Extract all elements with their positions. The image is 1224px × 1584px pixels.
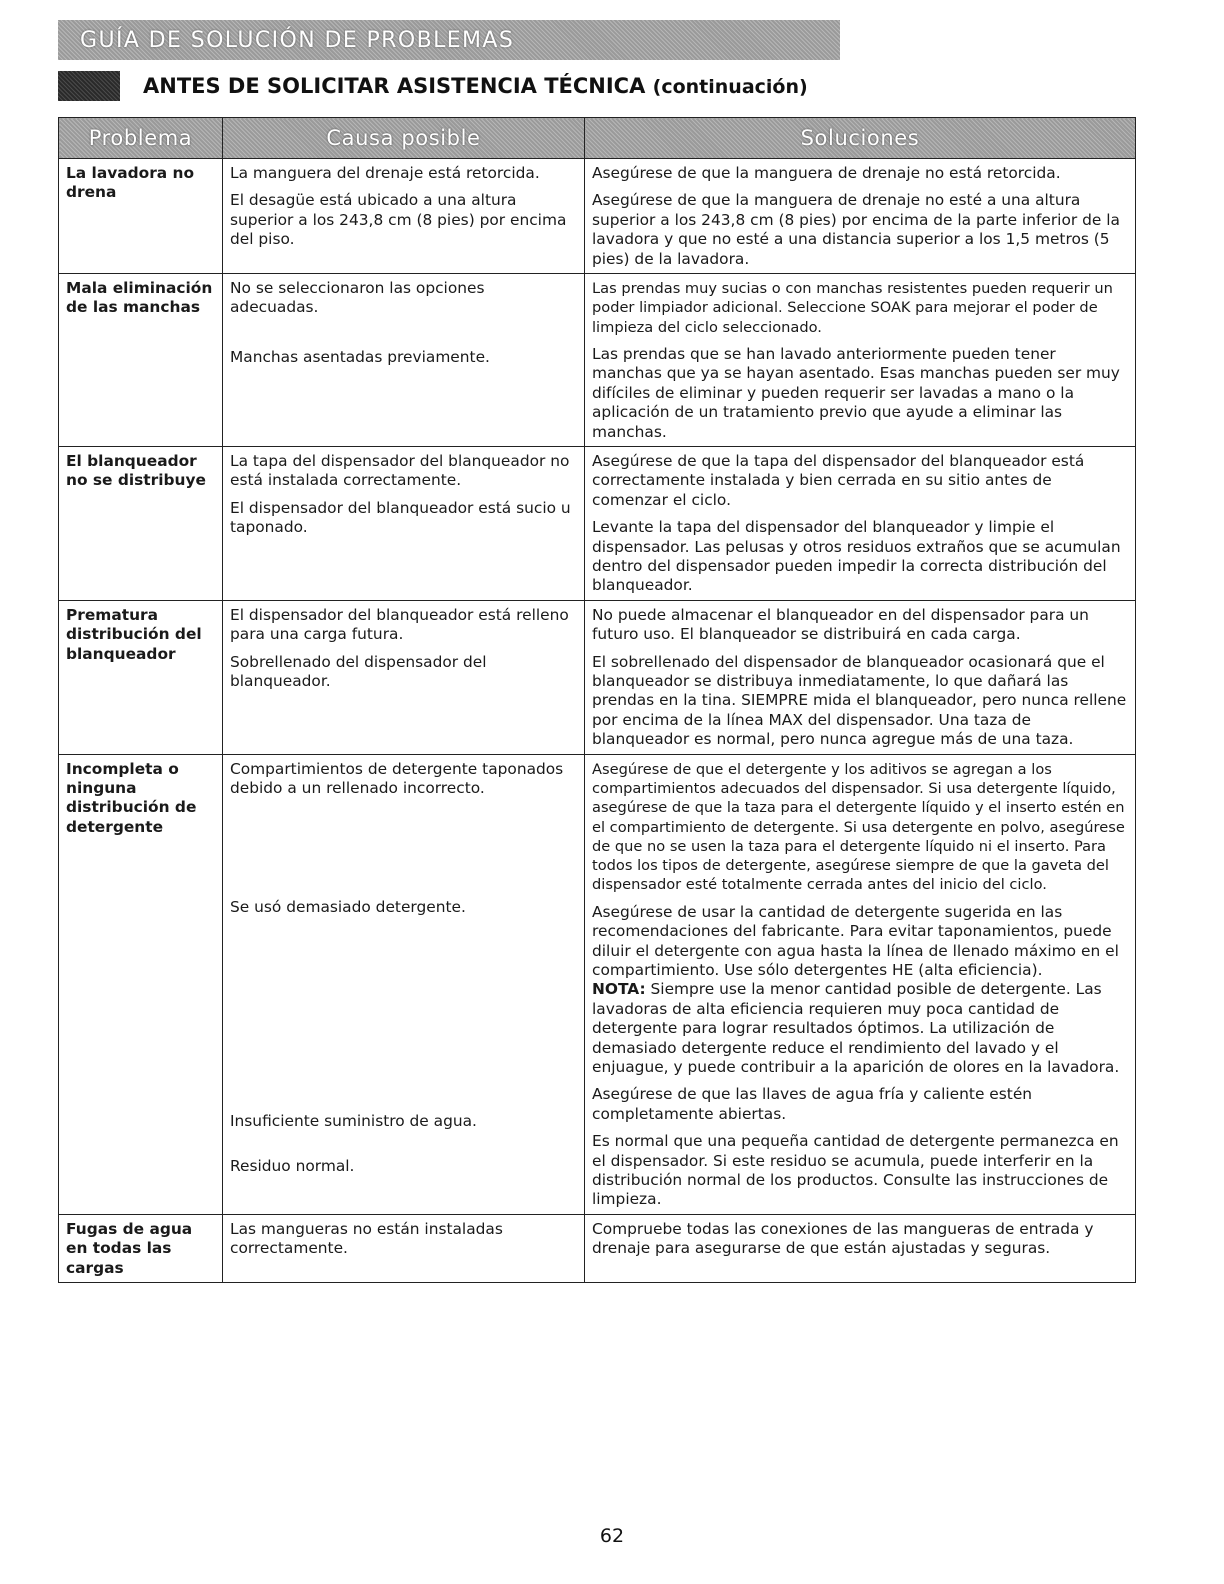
subtitle-marker (58, 71, 120, 101)
cause-cell (223, 754, 585, 1214)
problem-cell: Prematura distribución del blanqueador (59, 600, 223, 754)
cause-item: La manguera del drenaje está retorcida. (230, 164, 540, 182)
cause-cell (223, 159, 585, 274)
table-row (59, 754, 1136, 1214)
cause-item: Manchas asentadas previamente. (230, 347, 490, 366)
solution-item: Asegúrese de que la manguera de drenaje no esté a una altura superior a los 243,8 cm (8 pies) por encima de la parte inferior de la lavadora y que no esté a una distancia superior a los 1,5 metros (5 pies) de la lavadora. (592, 191, 1120, 268)
solution-item: Asegúrese de usar la cantidad de detergente sugerida en las recomendaciones del fabricante. Para evitar taponamientos, puede diluir el detergente con agua hasta la línea de llenado máximo en el compartimiento. Use sólo detergentes HE (alta eficiencia). (592, 902, 1119, 979)
header-solutions: Soluciones (585, 118, 1136, 159)
table-row (59, 600, 1136, 754)
solution-item: Asegúrese de que la manguera de drenaje no está retorcida. (592, 164, 1061, 182)
cause-item: Se usó demasiado detergente. (230, 898, 466, 917)
table-row (59, 1214, 1136, 1282)
subtitle-main: ANTES DE SOLICITAR ASISTENCIA TÉCNICA (143, 74, 646, 98)
solution-item: Asegúrese de que el detergente y los aditivos se agregan a los compartimientos adecuados del dispensador. Si usa detergente líquido, asegúrese de que la taza para el detergente líquido y el inserto estén en el compartimiento de detergente. Si usa detergente en polvo, asegúrese de que no se usen la taza para el detergente líquido ni el inserto. Para todos los tipos de detergente, asegúrese siempre de que la gaveta del dispensador esté totalmente cerrada antes del inicio del ciclo. (592, 760, 1125, 894)
cause-item: El dispensador del blanqueador está sucio u taponado. (230, 498, 571, 537)
problem-cell: Incompleta o ninguna distribución de detergente (59, 754, 223, 1214)
cause-item: Residuo normal. (230, 1157, 355, 1176)
cause-cell (223, 446, 585, 600)
header-problem: Problema (59, 118, 223, 159)
subtitle (143, 71, 808, 101)
note-paragraph (592, 980, 1128, 1077)
solution-cell (585, 159, 1136, 274)
solution-item: Compruebe todas las conexiones de las mangueras de entrada y drenaje para asegurarse de que están ajustadas y seguras. (592, 1219, 1094, 1258)
note-label: NOTA: (592, 980, 646, 999)
cause-cell (223, 1214, 585, 1282)
cause-item: Sobrellenado del dispensador del blanqueador. (230, 652, 487, 691)
table-row (59, 159, 1136, 274)
cause-cell (223, 274, 585, 447)
problem-cell: Fugas de agua en todas las cargas (59, 1214, 223, 1282)
cause-item: Compartimientos de detergente taponados debido a un rellenado incorrecto. (230, 759, 564, 798)
solution-item: Asegúrese de que las llaves de agua fría y caliente estén completamente abiertas. (592, 1085, 1033, 1123)
note-text: Siempre use la menor cantidad posible de detergente. Las lavadoras de alta eficiencia requieren muy poca cantidad de detergente para lograr resultados óptimos. La utilización de demasiado detergente reduce el rendimiento del lavado y el enjuague, y puede contribuir a la aparición de olores en la lavadora. (592, 980, 1120, 1076)
solution-item: Las prendas muy sucias o con manchas resistentes pueden requerir un poder limpiador adicional. Seleccione SOAK para mejorar el poder de limpieza del ciclo seleccionado. (592, 280, 1113, 336)
cause-item: El dispensador del blanqueador está relleno para una carga futura. (230, 605, 569, 644)
solution-cell (585, 446, 1136, 600)
cause-cell (223, 600, 585, 754)
cause-item: Las mangueras no están instaladas correctamente. (230, 1219, 503, 1258)
solution-item: Las prendas que se han lavado anteriormente pueden tener manchas que ya se hayan asentado. Esas manchas pueden ser muy difíciles de eliminar y pueden requerir ser lavadas a mano o la aplicación de un tratamiento previo que ayude a eliminar las manchas. (592, 344, 1120, 441)
solution-item: El sobrellenado del dispensador de blanqueador ocasionará que el blanqueador se distribuya inmediatamente, lo que dañará las prendas en la tina. SIEMPRE mida el blanqueador, pero nunca rellene por encima de la línea MAX del dispensador. Una taza de blanqueador es normal, pero nunca agregue más de una taza. (592, 652, 1127, 749)
solution-cell (585, 754, 1136, 1214)
solution-cell (585, 1214, 1136, 1282)
solution-cell (585, 600, 1136, 754)
section-banner-title: GUÍA DE SOLUCIÓN DE PROBLEMAS (80, 27, 515, 53)
cause-item: El desagüe está ubicado a una altura superior a los 243,8 cm (8 pies) por encima del piso. (230, 191, 567, 249)
cause-item: La tapa del dispensador del blanqueador no está instalada correctamente. (230, 451, 570, 490)
solution-item: Es normal que una pequeña cantidad de detergente permanezca en el dispensador. Si este residuo se acumula, puede interferir en la distribución normal de los productos. Consulte las instrucciones de limpieza. (592, 1132, 1119, 1209)
solution-item: No puede almacenar el blanqueador en del dispensador para un futuro uso. El blanqueador se distribuirá en cada carga. (592, 605, 1089, 644)
subtitle-continuation: (continuación) (652, 76, 808, 98)
page-number: 62 (599, 1525, 625, 1547)
solution-cell (585, 274, 1136, 447)
problem-cell: El blanqueador no se distribuye (59, 446, 223, 600)
table-row (59, 446, 1136, 600)
solution-item: Levante la tapa del dispensador del blanqueador y limpie el dispensador. Las pelusas y otros residuos extraños que se acumulan dentro del dispensador pueden impedir la correcta distribución del blanqueador. (592, 518, 1121, 595)
troubleshooting-table (58, 117, 1136, 1283)
table-header-row (59, 118, 1136, 159)
problem-cell: Mala eliminación de las manchas (59, 274, 223, 447)
cause-item: No se seleccionaron las opciones adecuadas. (230, 279, 485, 317)
solution-item: Asegúrese de que la tapa del dispensador del blanqueador está correctamente instalada y bien cerrada en su sitio antes de comenzar el ciclo. (592, 451, 1085, 509)
section-banner (58, 20, 840, 60)
table-row (59, 274, 1136, 447)
cause-item: Insuficiente suministro de agua. (230, 1111, 477, 1130)
header-cause: Causa posible (223, 118, 585, 159)
problem-cell: La lavadora no drena (59, 159, 223, 274)
